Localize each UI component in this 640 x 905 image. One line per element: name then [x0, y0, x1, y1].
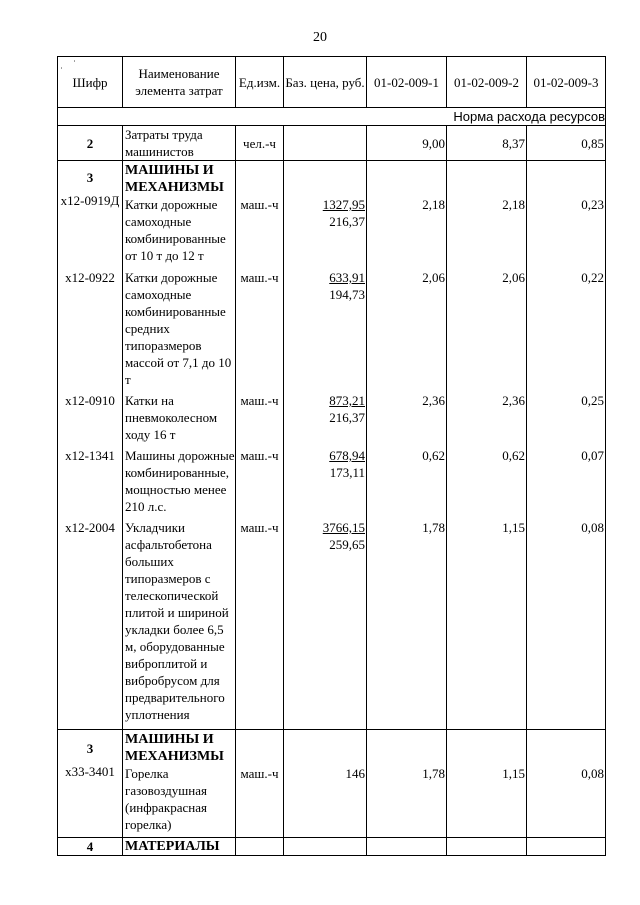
header-col-3: 01-02-009-3 [527, 57, 606, 108]
row-value-1: 1,78 [367, 515, 447, 730]
table-row [58, 161, 606, 265]
resource-table [57, 56, 606, 856]
row-value-2: 1,15 [447, 515, 527, 730]
table-row [58, 730, 606, 838]
row-value-1: 2,18 [367, 161, 447, 265]
scan-dot-mark: ˙ [73, 59, 76, 69]
row-value-3: 0,07 [527, 443, 606, 515]
row-unit: маш.-ч [236, 161, 284, 265]
section-title: МАШИНЫ И МЕХАНИЗМЫ [125, 732, 224, 764]
row-name: Укладчики асфальтобетона больших типоразмеров с телескопической плитой и шириной укладки более 6,5 м, оборудованные виброплитой и вибробрусом для предварительного уплотнения [123, 515, 236, 730]
row-price: 678,94 [329, 448, 365, 463]
row-price [284, 126, 367, 161]
table-row [58, 515, 606, 730]
section-cell [58, 161, 123, 265]
row-value-2: 2,36 [447, 388, 527, 443]
row-value-3: 0,25 [527, 388, 606, 443]
section-title: МАТЕРИАЛЫ [123, 838, 236, 856]
header-cipher: Шифр [58, 57, 123, 108]
header-col-2: 01-02-009-2 [447, 57, 527, 108]
row-value-3: 0,22 [527, 264, 606, 388]
row-unit: маш.-ч [236, 515, 284, 730]
table-row [58, 838, 606, 856]
row-price-secondary: 259,65 [329, 537, 365, 552]
row-value-3: 0,23 [527, 161, 606, 265]
section-code: 3 [86, 170, 94, 185]
row-value-2: 2,18 [447, 161, 527, 265]
row-price-secondary: 173,11 [329, 465, 365, 480]
row-value-2: 0,62 [447, 443, 527, 515]
row-name: Катки дорожные самоходные комбинированные от 10 т до 12 т [125, 197, 226, 263]
row-value-3: 0,08 [527, 730, 606, 838]
row-code: х12-0922 [58, 264, 123, 388]
row-code: х12-2004 [58, 515, 123, 730]
row-price: 873,21 [329, 393, 365, 408]
scan-dot-mark: ˙ [60, 66, 63, 76]
section-code: 3 [86, 741, 94, 756]
row-price-secondary: 216,37 [329, 410, 365, 425]
row-name: Катки дорожные самоходные комбинированные средних типоразмеров массой от 7,1 до 10 т [123, 264, 236, 388]
empty-cell [284, 838, 367, 856]
row-price-cell [284, 161, 367, 265]
row-name: Затраты труда машинистов [123, 126, 236, 161]
table-row [58, 388, 606, 443]
row-price: 1327,95 [322, 197, 365, 212]
row-unit: маш.-ч [236, 730, 284, 838]
section-cell [123, 730, 236, 838]
row-unit: маш.-ч [236, 443, 284, 515]
row-price-cell [284, 443, 367, 515]
row-price: 146 [284, 730, 367, 838]
row-value-1: 2,06 [367, 264, 447, 388]
header-name: Наименование элемента затрат [123, 57, 236, 108]
empty-cell [236, 838, 284, 856]
row-code: 2 [58, 126, 123, 161]
header-unit: Ед.изм. [236, 57, 284, 108]
row-value-1: 0,62 [367, 443, 447, 515]
row-unit: маш.-ч [236, 388, 284, 443]
row-value-2: 8,37 [447, 126, 527, 161]
table-row [58, 443, 606, 515]
row-value-2: 1,15 [447, 730, 527, 838]
norma-label: Норма расхода ресурсов [58, 108, 606, 126]
row-value-3: 0,08 [527, 515, 606, 730]
empty-cell [447, 838, 527, 856]
header-price: Баз. цена, руб. [284, 57, 367, 108]
section-cell [58, 730, 123, 838]
row-code: х12-0919Д [60, 193, 120, 208]
row-price-cell [284, 388, 367, 443]
row-unit: чел.-ч [236, 126, 284, 161]
row-value-1: 2,36 [367, 388, 447, 443]
section-title: МАШИНЫ И МЕХАНИЗМЫ [125, 163, 224, 195]
page-number: 20 [313, 30, 327, 45]
norma-row [58, 108, 606, 126]
row-price: 3766,15 [322, 520, 365, 535]
row-name: Машины дорожные комбинированные, мощностью менее 210 л.с. [123, 443, 236, 515]
header-col-1: 01-02-009-1 [367, 57, 447, 108]
row-value-1: 1,78 [367, 730, 447, 838]
row-code: х33-3401 [65, 764, 115, 779]
row-price-secondary: 216,37 [329, 214, 365, 229]
row-name: Катки на пневмоколесном ходу 16 т [123, 388, 236, 443]
row-price-cell [284, 515, 367, 730]
row-value-2: 2,06 [447, 264, 527, 388]
table-row [58, 264, 606, 388]
row-price: 633,91 [329, 270, 365, 285]
row-unit: маш.-ч [236, 264, 284, 388]
empty-cell [527, 838, 606, 856]
row-price-cell [284, 264, 367, 388]
empty-cell [367, 838, 447, 856]
row-value-3: 0,85 [527, 126, 606, 161]
row-name: Горелка газовоздушная (инфракрасная горелка) [125, 766, 207, 832]
table-header-row [58, 57, 606, 108]
row-code: х12-0910 [58, 388, 123, 443]
row-code: х12-1341 [58, 443, 123, 515]
row-price-secondary: 194,73 [329, 287, 365, 302]
table-row [58, 126, 606, 161]
section-cell [123, 161, 236, 265]
row-value-1: 9,00 [367, 126, 447, 161]
section-code: 4 [58, 838, 123, 856]
